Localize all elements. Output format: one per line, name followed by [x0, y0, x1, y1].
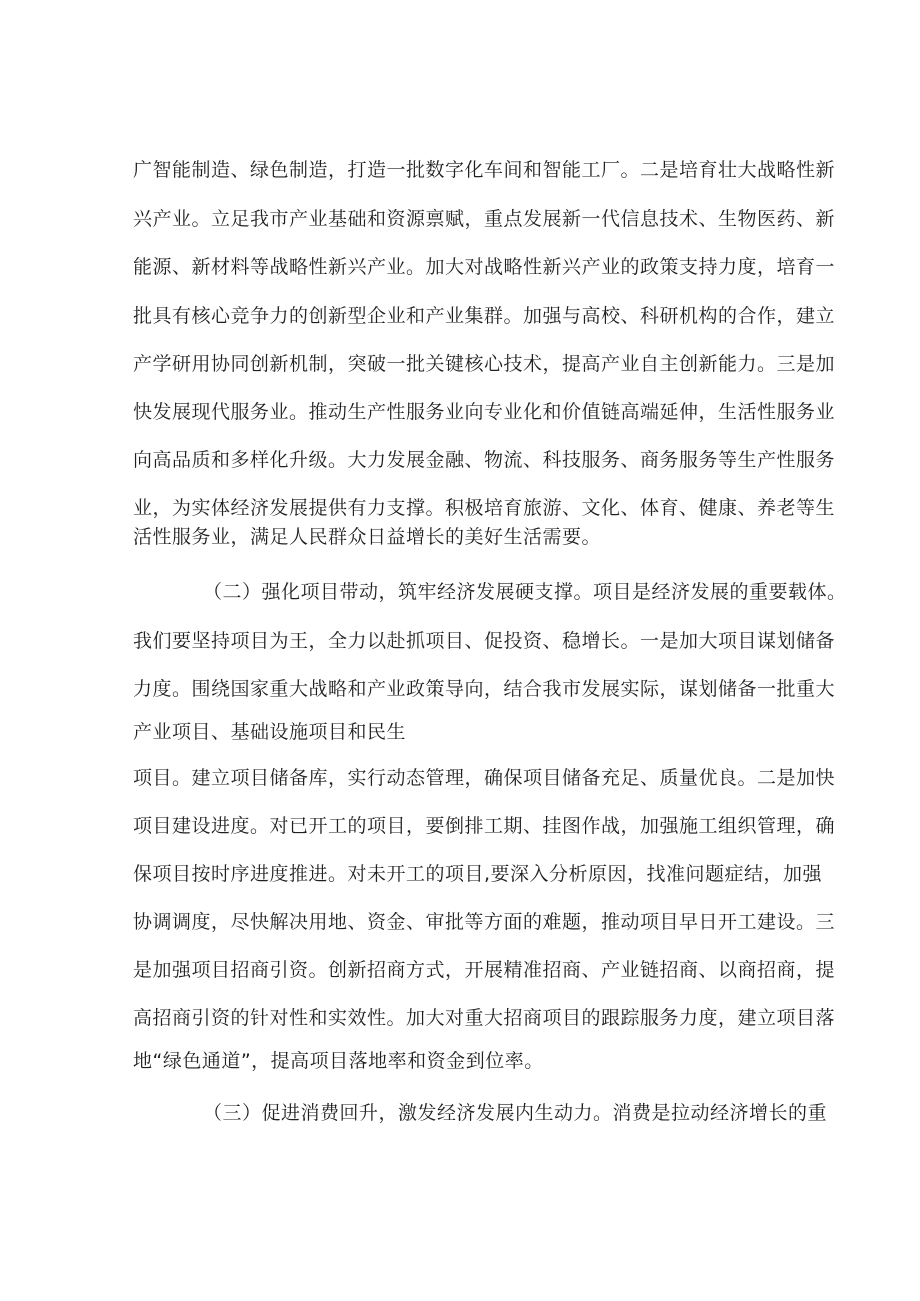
- text-line: 项目建设进度。对已开工的项目，要倒排工期、挂图作战，加强施工组织管理，确: [133, 815, 836, 837]
- text-line: 我们要坚持项目为王，全力以赴抓项目、促投资、稳增长。一是加大项目谋划储备: [133, 630, 836, 652]
- text-line: 地“绿色通道”，提高项目落地率和资金到位率。: [133, 1050, 544, 1072]
- paragraph-heading: （二）强化项目带动，筑牢经济发展硬支撑。项目是经济发展的重要载体。: [203, 581, 847, 603]
- text-line: 兴产业。立足我市产业基础和资源禀赋，重点发展新一代信息技术、生物医药、新: [133, 208, 836, 230]
- text-line: 批具有核心竞争力的创新型企业和产业集群。加强与高校、科研机构的合作，建立: [133, 305, 836, 327]
- text-line: 活性服务业，满足人民群众日益增长的美好生活需要。: [133, 526, 602, 548]
- text-line: 是加强项目招商引资。创新招商方式，开展精准招商、产业链招商、以商招商，提: [133, 959, 836, 981]
- text-line: 产学研用协同创新机制，突破一批关键核心技术，提高产业自主创新能力。三是加: [133, 353, 836, 375]
- text-line: 广智能制造、绿色制造，打造一批数字化车间和智能工厂。二是培育壮大战略性新: [133, 159, 836, 181]
- text-line: 项目。建立项目储备库，实行动态管理，确保项目储备充足、质量优良。二是加快: [133, 767, 836, 789]
- text-line: 业，为实体经济发展提供有力支撑。积极培育旅游、文化、体育、健康、养老等生: [133, 497, 836, 519]
- text-line: 快发展现代服务业。推动生产性服务业向专业化和价值链高端延伸，生活性服务业: [133, 401, 836, 423]
- text-line: 保项目按时序进度推进。对未开工的项目,要深入分析原因，找准问题症结，加强: [133, 863, 823, 885]
- text-line: 协调调度，尽快解决用地、资金、审批等方面的难题，推动项目早日开工建设。三: [133, 911, 836, 933]
- paragraph-heading: （三）促进消费回升，激发经济发展内生动力。消费是拉动经济增长的重: [203, 1102, 828, 1124]
- text-line: 力度。围绕国家重大战略和产业政策导向，结合我市发展实际，谋划储备一批重大: [133, 678, 836, 700]
- text-line: 向高品质和多样化升级。大力发展金融、物流、科技服务、商务服务等生产性服务: [133, 449, 836, 471]
- text-line: 能源、新材料等战略性新兴产业。加大对战略性新兴产业的政策支持力度，培育一: [133, 256, 836, 278]
- text-line: 高招商引资的针对性和实效性。加大对重大招商项目的跟踪服务力度，建立项目落: [133, 1007, 836, 1029]
- text-line: 产业项目、基础设施项目和民生: [133, 721, 407, 743]
